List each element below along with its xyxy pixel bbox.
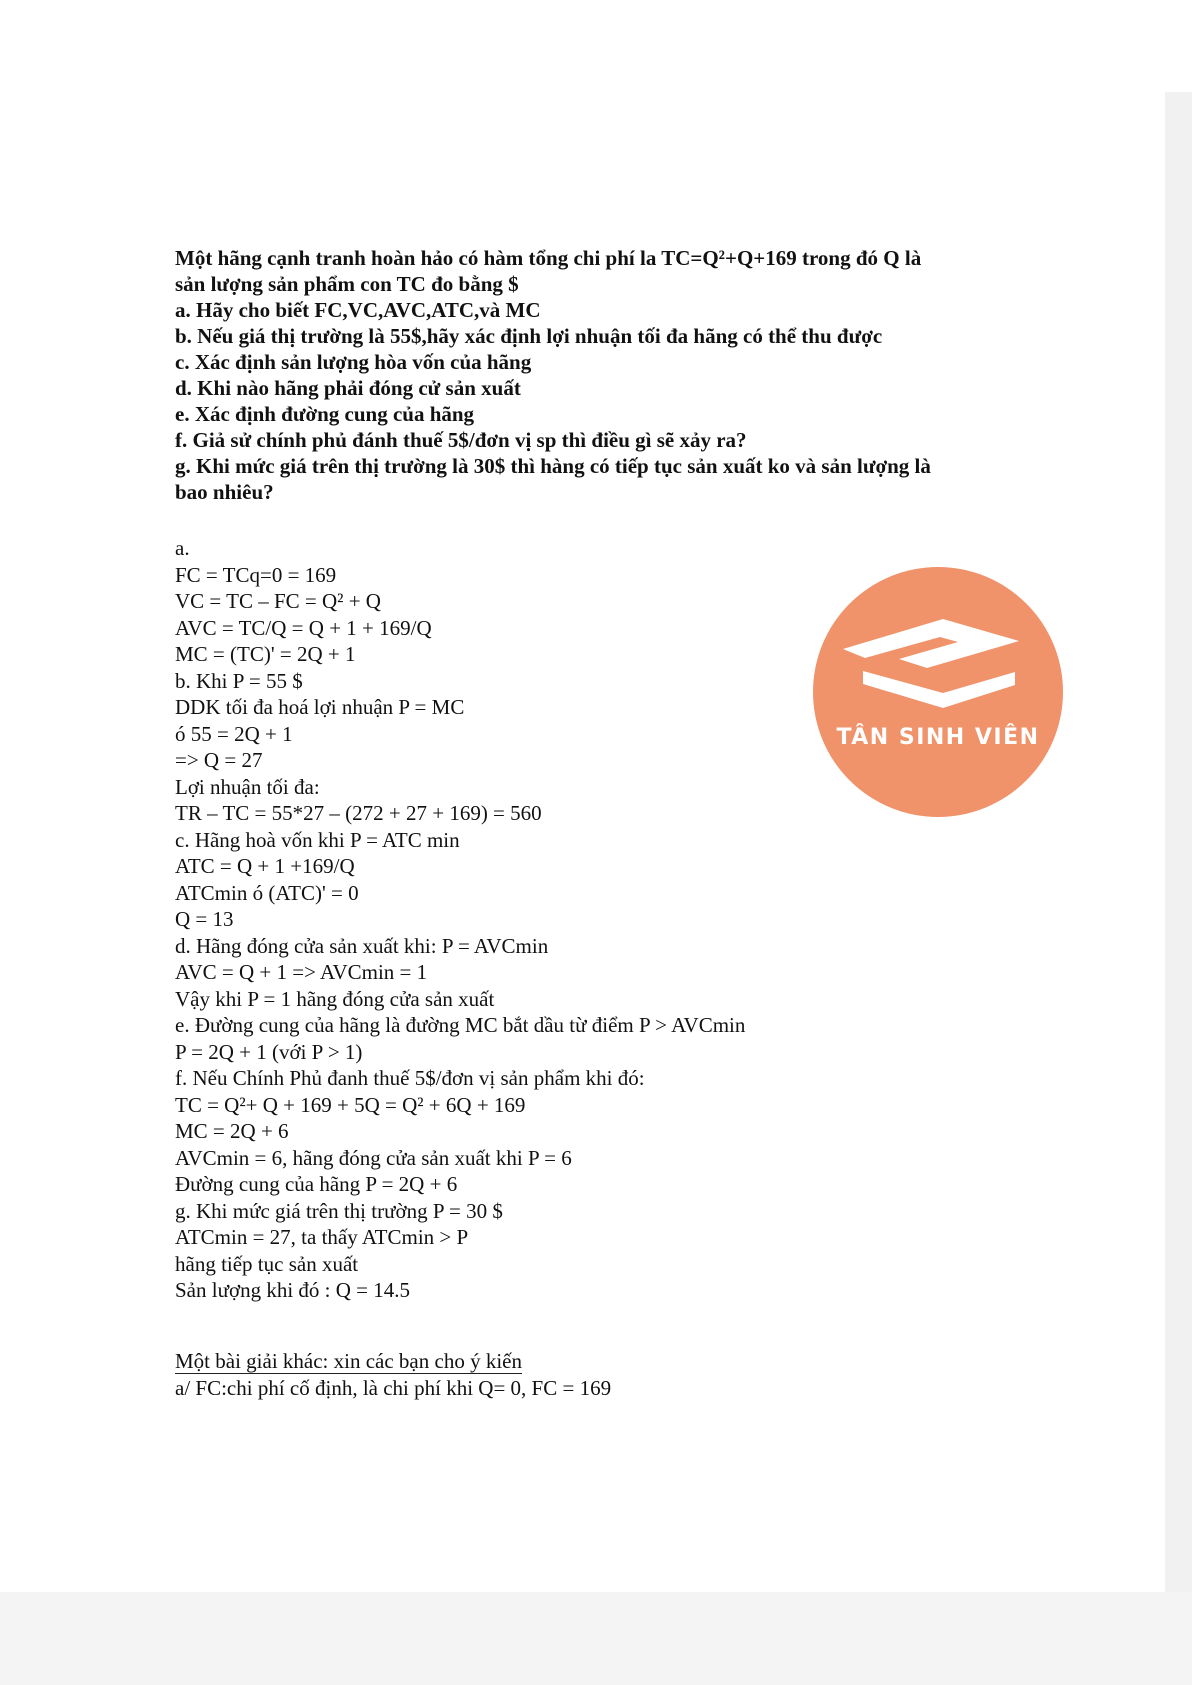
question-b: b. Nếu giá thị trường là 55$,hãy xác định lợi nhuận tối đa hãng có thể thu được [175, 324, 883, 348]
question-a: a. Hãy cho biết FC,VC,AVC,ATC,và MC [175, 298, 541, 322]
solution-line: P = 2Q + 1 (với P > 1) [175, 1039, 363, 1064]
solution-line: => Q = 27 [175, 748, 263, 772]
question-g-2: bao nhiêu? [175, 480, 274, 504]
solution-line: MC = 2Q + 6 [175, 1119, 289, 1143]
question-f: f. Giả sử chính phủ đánh thuế 5$/đơn vị sp thì điều gì sẽ xảy ra? [175, 428, 747, 452]
solution-line: AVC = TC/Q = Q + 1 + 169/Q [175, 615, 432, 640]
solution-line: DDK tối đa hoá lợi nhuận P = MC [175, 695, 465, 719]
solution-line: Lợi nhuận tối đa: [175, 774, 320, 799]
solution-line: ó 55 = 2Q + 1 [175, 721, 293, 746]
solution-line: VC = TC – FC = Q² + Q [175, 589, 381, 613]
solution-line: MC = (TC)' = 2Q + 1 [175, 642, 356, 666]
logo-text: TÂN SINH VIÊN [836, 725, 1040, 750]
solution-line: Sản lượng khi đó : Q = 14.5 [175, 1278, 410, 1302]
solution-line: f. Nếu Chính Phủ đanh thuế 5$/đơn vị sản phẩm khi đó: [175, 1066, 645, 1090]
solution-line: hãng tiếp tục sản xuất [175, 1251, 359, 1276]
problem-intro-1: Một hãng cạnh tranh hoàn hảo có hàm tổng chi phí la TC=Q²+Q+169 trong đó Q là [175, 246, 922, 270]
alternative-solution [175, 1348, 1075, 1401]
page-edge [1165, 92, 1192, 1592]
alt-heading: Một bài giải khác: xin các bạn cho ý kiến [175, 1349, 522, 1373]
solution-line: b. Khi P = 55 $ [175, 668, 303, 693]
solution-line: FC = TCq=0 = 169 [175, 562, 337, 587]
alt-line-a: a/ FC:chi phí cố định, là chi phí khi Q= 0, FC = 169 [175, 1375, 612, 1400]
solution-line: a. [175, 536, 190, 560]
question-d: d. Khi nào hãng phải đóng cử sản xuất [175, 376, 521, 400]
question-g-1: g. Khi mức giá trên thị trường là 30$ thì hàng có tiếp tục sản xuất ko và sản lượng là [175, 454, 931, 478]
solution-line: Vậy khi P = 1 hãng đóng cửa sản xuất [175, 986, 495, 1011]
tan-sinh-vien-logo [803, 567, 1063, 817]
solution-line: TR – TC = 55*27 – (272 + 27 + 169) = 560 [175, 801, 542, 825]
solution-line: TC = Q²+ Q + 169 + 5Q = Q² + 6Q + 169 [175, 1092, 526, 1117]
solution-line: ATCmin ó (ATC)' = 0 [175, 880, 359, 905]
problem-intro-2: sản lượng sản phẩm con TC đo bằng $ [175, 272, 519, 296]
solution-line: AVCmin = 6, hãng đóng cửa sản xuất khi P = 6 [175, 1145, 572, 1170]
solution-line: AVC = Q + 1 => AVCmin = 1 [175, 960, 428, 984]
solution-line: ATC = Q + 1 +169/Q [175, 854, 355, 878]
solution-line: d. Hãng đóng cửa sản xuất khi: P = AVCmin [175, 933, 549, 958]
solution-line: e. Đường cung của hãng là đường MC bắt dầu từ điểm P > AVCmin [175, 1013, 746, 1037]
solution-line: Đường cung của hãng P = 2Q + 6 [175, 1172, 458, 1196]
question-c: c. Xác định sản lượng hòa vốn của hãng [175, 350, 532, 374]
solution-line: c. Hãng hoà vốn khi P = ATC min [175, 827, 460, 852]
page-bottom-gap [0, 1592, 1192, 1685]
solution-line: g. Khi mức giá trên thị trường P = 30 $ [175, 1198, 503, 1223]
solution-line: ATCmin = 27, ta thấy ATCmin > P [175, 1225, 469, 1249]
question-e: e. Xác định đường cung của hãng [175, 402, 475, 426]
problem-statement [175, 245, 1075, 505]
solution-line: Q = 13 [175, 907, 234, 931]
